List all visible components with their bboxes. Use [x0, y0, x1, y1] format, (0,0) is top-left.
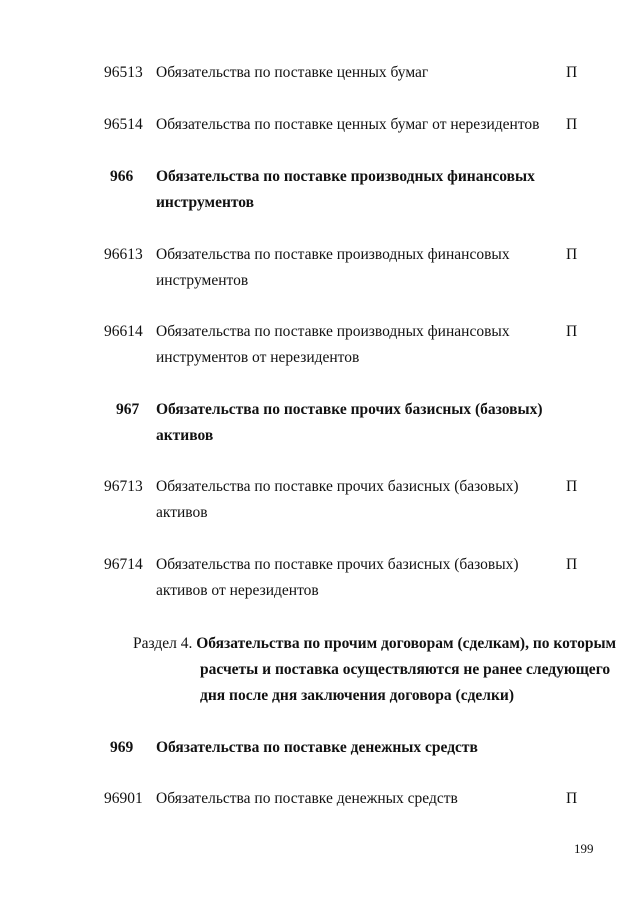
account-title-line: Обязательства по поставке производных финансовых	[156, 168, 535, 185]
account-code: 96713	[104, 478, 143, 495]
account-title-line: инструментов	[156, 194, 255, 211]
account-title-line: активов	[156, 504, 208, 521]
account-title-line: Обязательства по поставке производных финансовых	[156, 246, 510, 263]
account-title-line: Обязательства по поставке прочих базисных (базовых)	[156, 401, 543, 418]
section-title-line: дня после дня заключения договора (сделки)	[200, 687, 515, 704]
account-type-mark: П	[566, 478, 578, 495]
account-type-mark: П	[566, 116, 578, 133]
account-group-title	[156, 397, 556, 449]
account-group-title	[156, 164, 556, 216]
account-code: 96613	[104, 246, 143, 263]
section-title-line: расчеты и поставка осуществляются не ранее следующего	[200, 661, 611, 678]
account-title-line: Обязательства по поставке производных финансовых	[156, 323, 510, 340]
account-type-mark: П	[566, 64, 578, 81]
account-group-title	[156, 735, 556, 761]
account-title	[156, 60, 556, 86]
account-code: 96514	[104, 116, 143, 133]
account-title	[156, 786, 556, 812]
account-code: 96714	[104, 556, 143, 573]
page-number: 199	[574, 841, 594, 856]
account-code: 96901	[104, 790, 143, 807]
account-type-mark: П	[566, 323, 578, 340]
account-title	[156, 474, 556, 526]
account-title-line: Обязательства по поставке ценных бумаг от нерезидентов	[156, 116, 540, 133]
account-title-line: активов от нерезидентов	[156, 582, 319, 599]
account-group-code: 969	[110, 739, 134, 756]
account-title	[156, 242, 556, 294]
section-heading-line	[133, 631, 616, 657]
account-title-line: Обязательства по поставке прочих базисных (базовых)	[156, 556, 519, 573]
section-number: Раздел 4.	[133, 635, 193, 652]
section-title-line: Обязательства по прочим договорам (сделкам), по которым	[196, 635, 617, 652]
account-title-line: инструментов	[156, 272, 249, 289]
account-type-mark: П	[566, 556, 578, 573]
account-title-line: Обязательства по поставке денежных средств	[156, 739, 478, 756]
account-code: 96513	[104, 64, 143, 81]
account-title	[156, 319, 556, 371]
account-title-line: Обязательства по поставке ценных бумаг	[156, 64, 429, 81]
account-code: 96614	[104, 323, 143, 340]
account-title	[156, 112, 566, 138]
account-title-line: Обязательства по поставке денежных средств	[156, 790, 458, 807]
account-group-code: 967	[116, 401, 140, 418]
account-group-code: 966	[110, 168, 134, 185]
account-type-mark: П	[566, 246, 578, 263]
account-title-line: инструментов от нерезидентов	[156, 349, 360, 366]
account-type-mark: П	[566, 790, 578, 807]
account-title-line: активов	[156, 427, 214, 444]
account-title-line: Обязательства по поставке прочих базисных (базовых)	[156, 478, 519, 495]
account-title	[156, 552, 556, 604]
